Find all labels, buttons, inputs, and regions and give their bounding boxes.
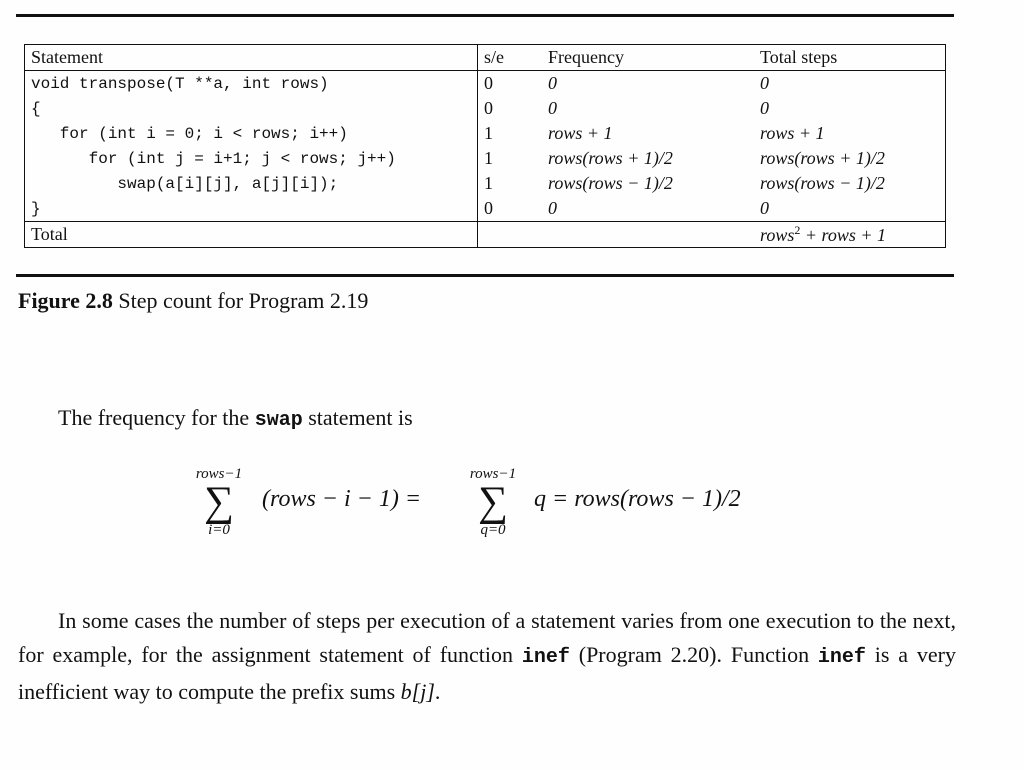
row-se: 1 [484, 173, 493, 193]
total-base: rows [760, 225, 795, 245]
para2-text-2: (Program 2.20). Function [569, 642, 818, 667]
summation-left [184, 466, 254, 538]
para1-before: The frequency for the [58, 405, 255, 430]
bottom-rule [16, 274, 954, 277]
row-frequency: 0 [548, 73, 557, 93]
header-frequency: Frequency [542, 45, 754, 71]
sigma-symbol: ∑ [204, 479, 234, 525]
row-statement: for (int i = 0; i < rows; i++) [25, 121, 478, 146]
step-count-table [24, 44, 946, 248]
sum2-upper-limit: rows−1 [469, 466, 517, 482]
para2-text-3: is a very inefficient way to compute the prefix sums [18, 642, 956, 704]
caption-label: Figure 2.8 [18, 288, 113, 313]
row-statement: } [25, 196, 478, 222]
row-frequency: 0 [548, 198, 557, 218]
paragraph-swap-frequency [58, 405, 413, 432]
para2-code-1: inef [521, 646, 570, 669]
table-row [25, 96, 946, 121]
figure-caption [18, 288, 368, 314]
para2-text-1: In some cases the number of steps per execution of a statement varies from one execution to the next, for example, for the assignment statement of function [18, 608, 956, 667]
sigma-symbol: ∑ [478, 479, 508, 525]
table-row [25, 146, 946, 171]
para2-prefix-sums: b[j] [400, 679, 435, 704]
row-total: 0 [760, 198, 769, 218]
row-se: 0 [484, 98, 493, 118]
row-statement: swap(a[i][j], a[j][i]); [25, 171, 478, 196]
para2-text-5: . [434, 679, 441, 704]
header-total-steps: Total steps [754, 45, 946, 71]
top-rule [16, 14, 954, 17]
summation-right [456, 466, 530, 538]
caption-text: Step count for Program 2.19 [112, 288, 369, 313]
row-frequency: 0 [548, 98, 557, 118]
total-label: Total [25, 222, 478, 248]
paragraph-inef [18, 604, 956, 709]
equation-left-term: (rows − i − 1) = [262, 486, 422, 512]
row-se: 0 [484, 73, 493, 93]
para2-code-2: inef [817, 646, 866, 669]
row-total: rows(rows − 1)/2 [760, 173, 885, 193]
table-header-row [25, 45, 946, 71]
total-rest: + rows + 1 [800, 225, 886, 245]
total-steps-value [754, 222, 946, 248]
table-row [25, 171, 946, 196]
total-se-empty [478, 222, 543, 248]
total-frequency-empty [542, 222, 754, 248]
header-se: s/e [478, 45, 543, 71]
row-frequency: rows(rows + 1)/2 [548, 148, 673, 168]
para1-code: swap [254, 409, 303, 432]
row-se: 0 [484, 198, 493, 218]
para1-after: statement is [302, 405, 413, 430]
row-total: 0 [760, 98, 769, 118]
row-total: 0 [760, 73, 769, 93]
row-total: rows(rows + 1)/2 [760, 148, 885, 168]
sum2-lower-limit: q=0 [480, 522, 506, 538]
table-row [25, 121, 946, 146]
row-se: 1 [484, 148, 493, 168]
row-statement: { [25, 96, 478, 121]
sum1-upper-limit: rows−1 [195, 466, 243, 482]
row-frequency: rows + 1 [548, 123, 613, 143]
row-frequency: rows(rows − 1)/2 [548, 173, 673, 193]
total-exponent: 2 [794, 223, 801, 237]
table-row [25, 196, 946, 222]
header-statement: Statement [25, 45, 478, 71]
row-statement: void transpose(T **a, int rows) [25, 71, 478, 97]
row-total: rows + 1 [760, 123, 825, 143]
row-se: 1 [484, 123, 493, 143]
table-row [25, 71, 946, 97]
equation-right-term: q = rows(rows − 1)/2 [534, 486, 741, 512]
row-statement: for (int j = i+1; j < rows; j++) [25, 146, 478, 171]
table-total-row [25, 222, 946, 248]
summation-equation [0, 466, 1024, 546]
sum1-lower-limit: i=0 [208, 522, 230, 538]
